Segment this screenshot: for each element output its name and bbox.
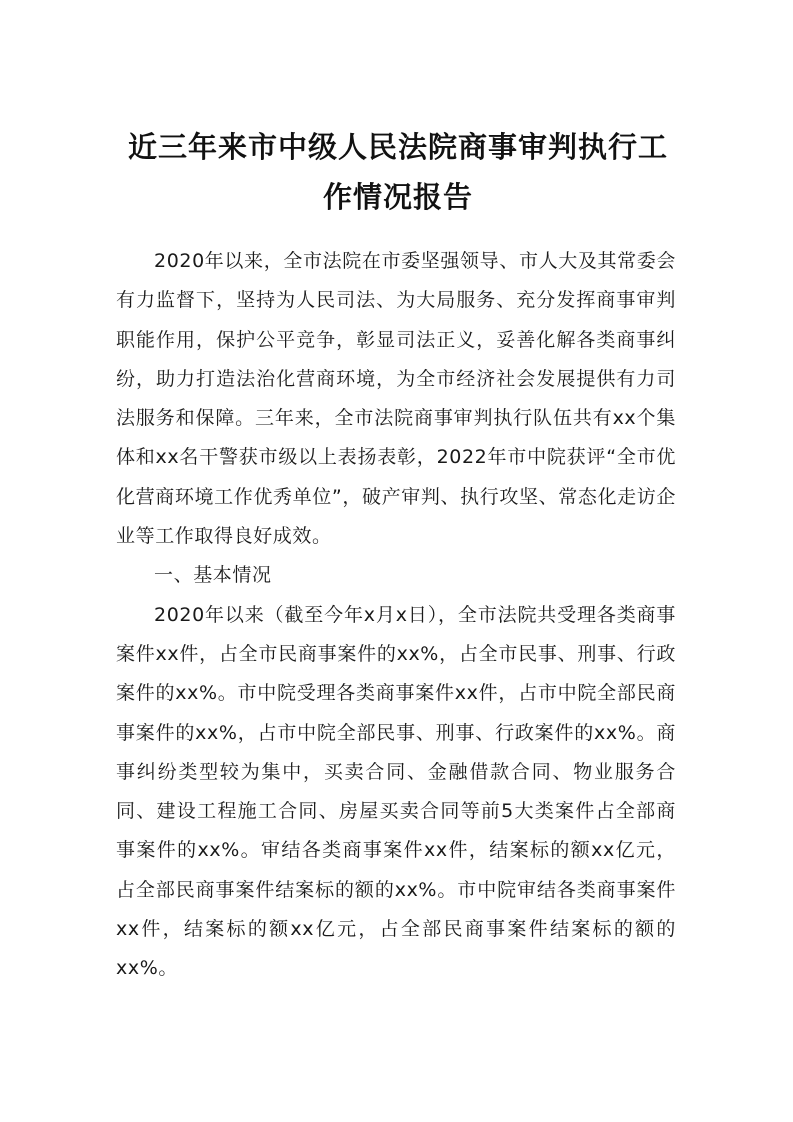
section-paragraph: 2020年以来（截至今年x月x日），全市法院共受理各类商事案件xx件，占全市民商事案件的xx%，占全市民事、刑事、行政案件的xx%。市中院受理各类商事案件xx件，占市中院全部民商事案件的xx%，占市中院全部民事、刑事、行政案件的xx%。商事纠纷类型较为集中，买卖合同、金融借款合同、物业服务合同、建设工程施工合同、房屋买卖合同等前5大类案件占全部商事案件的xx%。审结各类商事案件xx件，结案标的额xx亿元，占全部民商事案件结案标的额的xx%。市中院审结各类商事案件xx件，结案标的额xx亿元，占全部民商事案件结案标的额的xx%。	[116, 603, 676, 980]
intro-paragraph: 2020年以来，全市法院在市委坚强领导、市人大及其常委会有力监督下，坚持为人民司法、为大局服务、充分发挥商事审判职能作用，保护公平竞争，彰显司法正义，妥善化解各类商事纠纷，助力打造法治化营商环境，为全市经济社会发展提供有力司法服务和保障。三年来，全市法院商事审判执行队伍共有xx个集体和xx名干警获市级以上表扬表彰，2022年市中院获评“全市优化营商环境工作优秀单位”，破产审判、执行攻坚、常态化走访企业等工作取得良好成效。	[116, 250, 676, 548]
document-title: 近三年来市中级人民法院商事审判执行工作情况报告	[127, 130, 668, 214]
document-body	[116, 242, 676, 989]
section-heading: 一、基本情况	[154, 564, 272, 587]
